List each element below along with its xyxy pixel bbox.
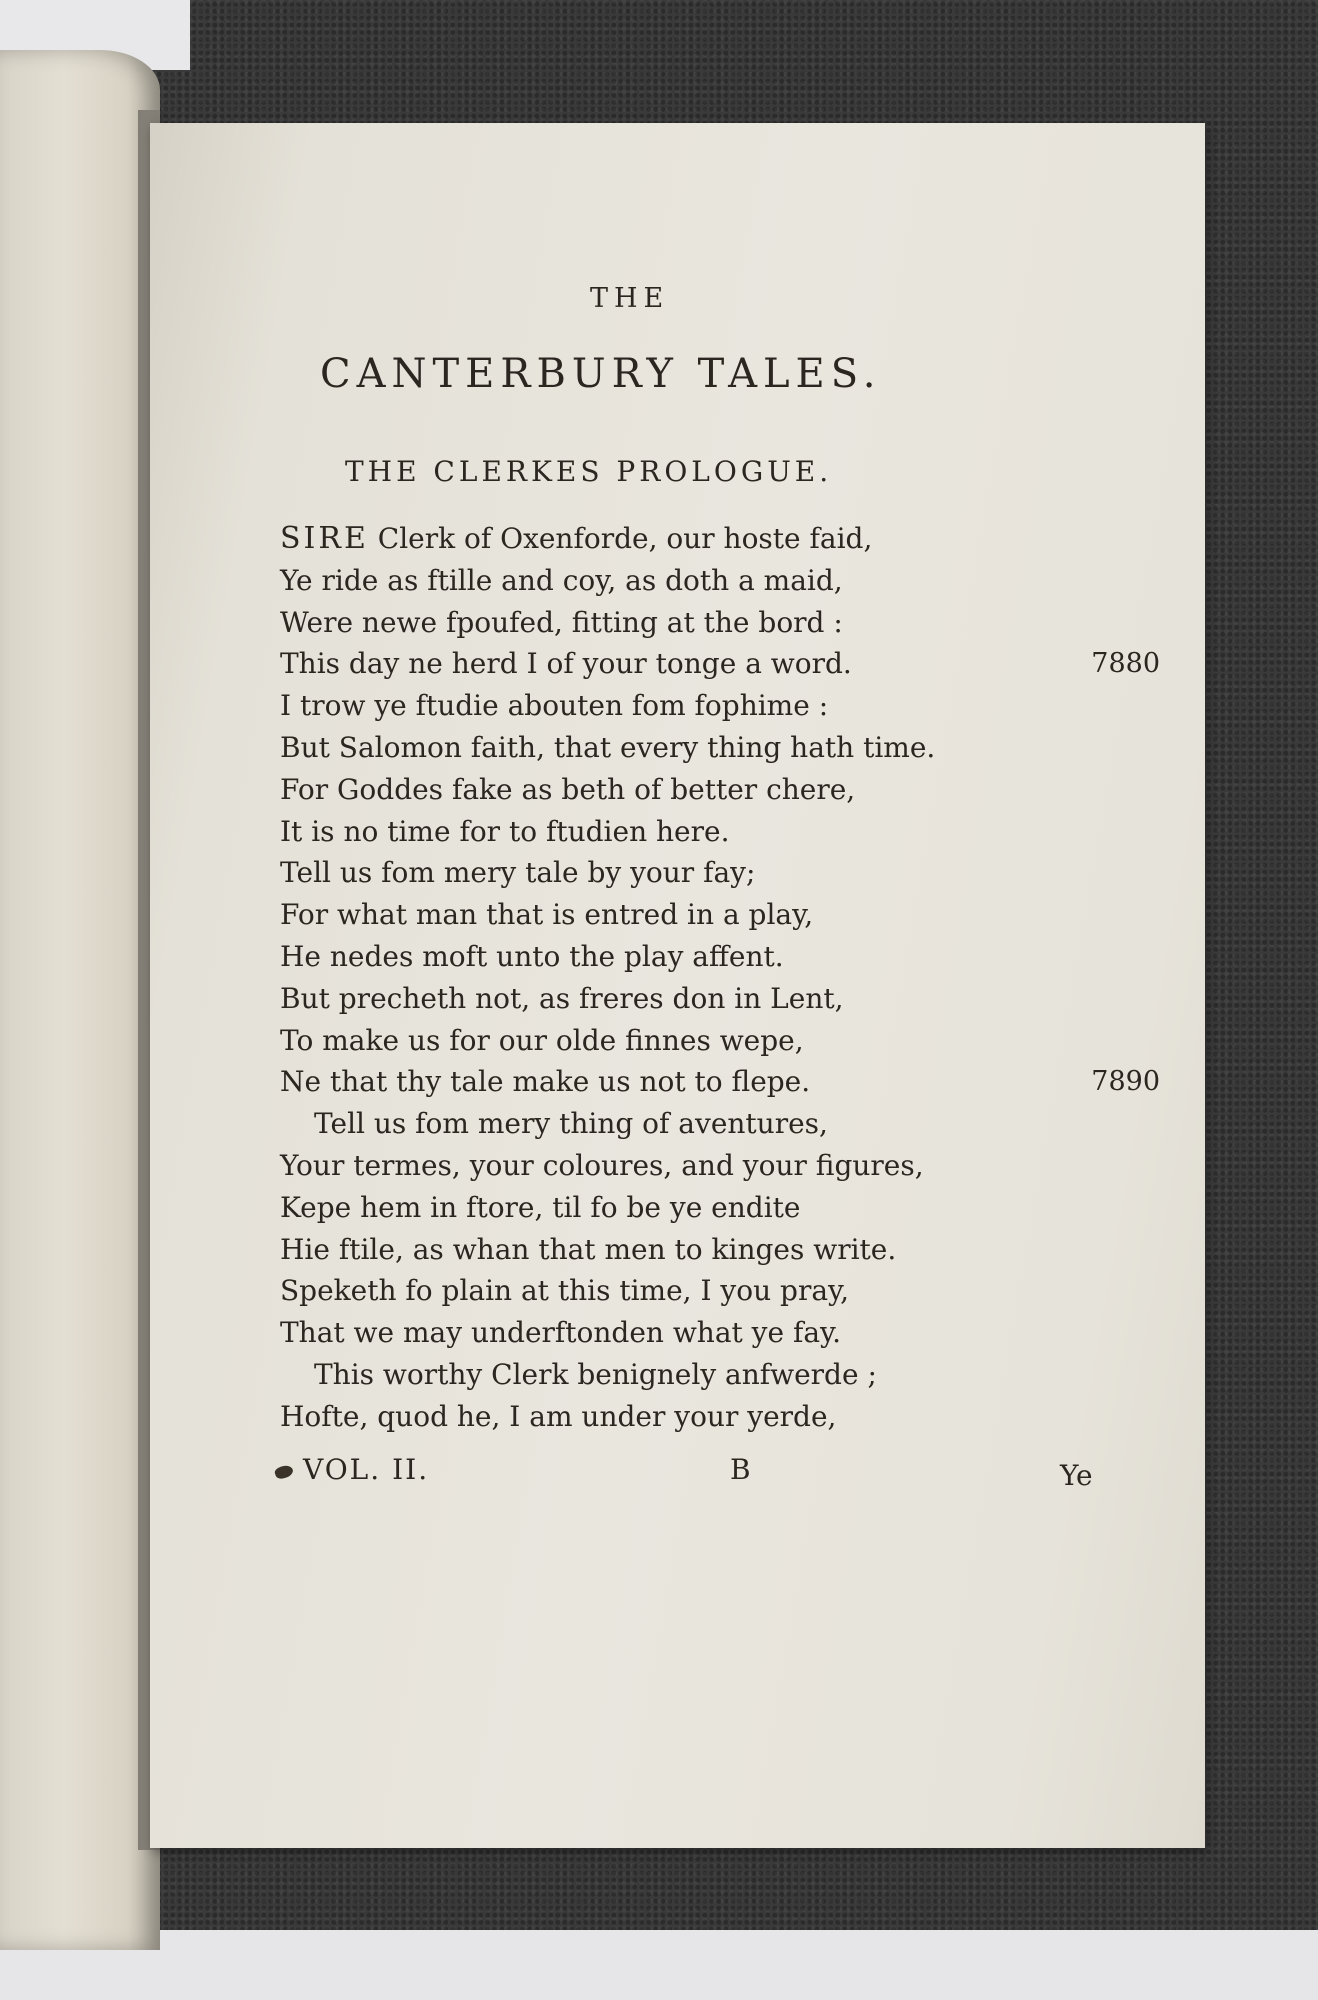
verse-line bbox=[280, 1103, 1160, 1145]
page-footer bbox=[275, 1453, 1155, 1493]
verse-line-text bbox=[280, 811, 729, 853]
running-head: THE bbox=[590, 283, 670, 314]
verse-line-text bbox=[280, 518, 872, 560]
verse-line-text bbox=[280, 1103, 828, 1145]
verse-line bbox=[280, 1020, 1160, 1062]
verse-text: Ne that thy tale make us not to flepe. bbox=[280, 1065, 811, 1099]
verse-line-text bbox=[280, 1354, 877, 1396]
verse-line-text bbox=[280, 894, 813, 936]
verse-line bbox=[280, 769, 1160, 811]
verse-text: Tell us fom mery tale by your fay; bbox=[280, 856, 756, 890]
verse-text: This worthy Clerk benignely anfwerde ; bbox=[314, 1357, 877, 1391]
verse-text: Were newe fpoufed, fitting at the bord : bbox=[280, 605, 843, 639]
verse-line bbox=[280, 1396, 1160, 1438]
verse-line-text bbox=[280, 1270, 849, 1312]
section-title: THE CLERKES PROLOGUE. bbox=[345, 455, 833, 488]
verse-text: But precheth not, as freres don in Lent, bbox=[280, 981, 844, 1015]
verse-text: This day ne herd I of your tonge a word. bbox=[280, 647, 852, 681]
verse-line bbox=[280, 936, 1160, 978]
verse-line-text bbox=[280, 1312, 841, 1354]
verse-line-text bbox=[280, 852, 755, 894]
verse-line bbox=[280, 1312, 1160, 1354]
verse-text: To make us for our olde finnes wepe, bbox=[280, 1023, 804, 1057]
verse-text: Speketh fo plain at this time, I you pray, bbox=[280, 1274, 850, 1308]
verse-line bbox=[280, 1187, 1160, 1229]
verse-text: Clerk of Oxenforde, our hoste faid, bbox=[377, 522, 873, 555]
verse-text: For Goddes fake as beth of better chere, bbox=[280, 772, 856, 806]
verse-text: I trow ye ftudie abouten fom fophime : bbox=[280, 689, 829, 723]
verse-text: It is no time for to ftudien here. bbox=[280, 814, 730, 848]
verse-line bbox=[280, 727, 1160, 769]
verse-line bbox=[280, 811, 1160, 853]
verse-text: He nedes moft unto the play affent. bbox=[280, 939, 784, 973]
verse-line-text bbox=[280, 643, 852, 685]
verse-line-text bbox=[280, 685, 828, 727]
verse-line bbox=[280, 978, 1160, 1020]
verse-line bbox=[280, 685, 1160, 727]
verse-line bbox=[280, 1229, 1160, 1271]
verse-line bbox=[280, 643, 1160, 685]
verse-text: Hie ftile, as whan that men to kinges write. bbox=[280, 1232, 897, 1266]
verse-line bbox=[280, 602, 1160, 644]
verse-line bbox=[280, 1145, 1160, 1187]
ink-blot-icon bbox=[273, 1463, 294, 1480]
verse-text: Tell us fom mery thing of aventures, bbox=[314, 1107, 828, 1141]
line-number: 7880 bbox=[1091, 648, 1160, 680]
verse-line bbox=[280, 894, 1160, 936]
verse-line-text bbox=[280, 1020, 804, 1062]
volume-label: VOL. II. bbox=[275, 1453, 429, 1486]
verse-line bbox=[280, 1061, 1160, 1103]
verse-text: Hofte, quod he, I am under your yerde, bbox=[280, 1399, 837, 1433]
verse-block bbox=[280, 518, 1160, 1438]
verse-line-text bbox=[280, 1229, 896, 1271]
book-page bbox=[150, 123, 1205, 1848]
page-title: CANTERBURY TALES. bbox=[320, 351, 882, 397]
verse-text: Your termes, your coloures, and your figures, bbox=[280, 1148, 924, 1182]
verse-line-text bbox=[280, 769, 855, 811]
verse-line-text bbox=[280, 727, 935, 769]
background-surface-bottom bbox=[0, 1930, 1318, 2000]
verse-line-text bbox=[280, 560, 843, 602]
verse-line bbox=[280, 518, 1160, 560]
verse-line-text bbox=[280, 1145, 924, 1187]
verse-line bbox=[280, 560, 1160, 602]
signature-mark: B bbox=[730, 1453, 751, 1486]
line-number: 7890 bbox=[1091, 1066, 1160, 1098]
verse-line-text bbox=[280, 936, 784, 978]
verse-line-text bbox=[280, 602, 843, 644]
catchword: Ye bbox=[1060, 1459, 1093, 1492]
verse-line bbox=[280, 852, 1160, 894]
verse-text: That we may underftonden what ye fay. bbox=[280, 1316, 842, 1350]
verse-line bbox=[280, 1270, 1160, 1312]
left-page-edge bbox=[0, 50, 160, 1950]
verse-line-text bbox=[280, 1396, 836, 1438]
verse-text: For what man that is entred in a play, bbox=[280, 898, 814, 932]
verse-line-text bbox=[280, 1061, 810, 1103]
verse-text: Kepe hem in ftore, til fo be ye endite bbox=[280, 1190, 801, 1224]
verse-line-text bbox=[280, 978, 844, 1020]
verse-text: Ye ride as ftille and coy, as doth a maid, bbox=[280, 563, 843, 597]
drop-cap: SIRE bbox=[280, 521, 369, 556]
verse-text: But Salomon faith, that every thing hath time. bbox=[280, 730, 936, 764]
verse-line-text bbox=[280, 1187, 800, 1229]
verse-line bbox=[280, 1354, 1160, 1396]
